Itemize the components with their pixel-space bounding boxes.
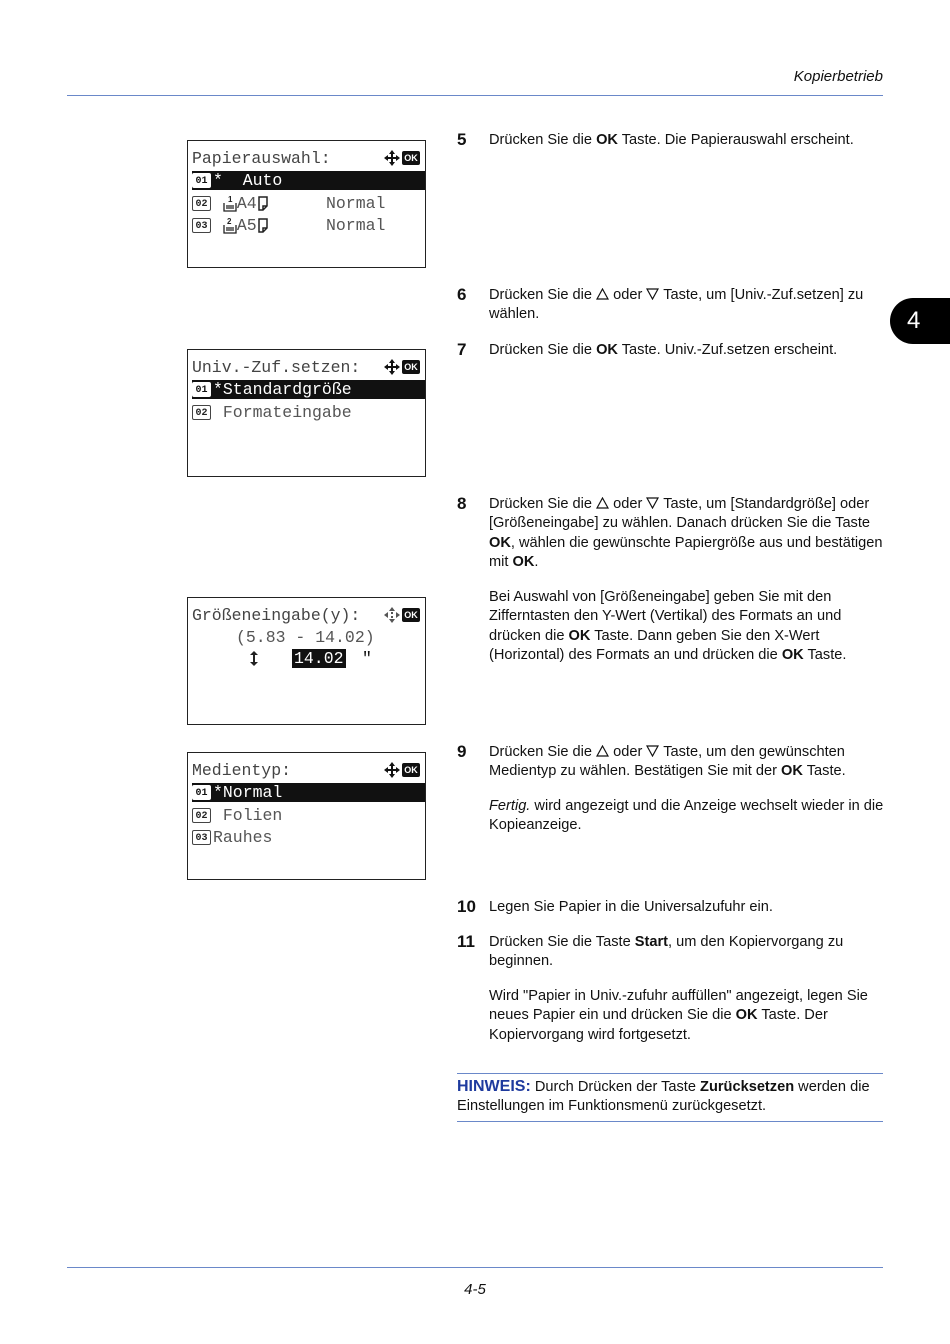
tray-2-icon: [223, 217, 237, 234]
ok-navigation-icon: [383, 761, 421, 779]
step-9-detail: Fertig. wird angezeigt und die Anzeige wechselt wieder in die Kopieanzeige.: [489, 798, 884, 834]
list-item: [192, 806, 425, 825]
chapter-tab: 4: [890, 298, 950, 344]
up-triangle-icon: [596, 745, 609, 757]
vertical-arrow-icon: [248, 650, 260, 667]
step-number: 5: [457, 130, 467, 149]
ok-badge: OK: [402, 151, 420, 165]
step-number: 8: [457, 494, 467, 513]
step-text: Drücken Sie die oder Taste, um [Standardgröße] oder [Größeneingabe] zu wählen. Danach drücken Sie die Taste OK, wählen die gewünschte Papiergröße aus und bestätigen mit OK.: [489, 496, 883, 570]
footer-rule: [67, 1267, 883, 1268]
ok-badge: OK: [402, 608, 420, 622]
lcd-media-type: [187, 752, 426, 880]
ok-navigation-icon: [383, 149, 421, 167]
item-label: Rauhes: [213, 828, 273, 847]
step-number: 6: [457, 285, 467, 304]
item-number: 01: [192, 785, 211, 800]
ok-badge: OK: [402, 763, 420, 777]
step-text: Drücken Sie die Taste Start, um den Kopiervorgang zu beginnen.: [489, 934, 844, 970]
lcd-bypass-setting: [187, 349, 426, 477]
paper-type: Normal: [326, 216, 386, 235]
note-label: HINWEIS:: [457, 1078, 531, 1095]
portrait-page-icon: [257, 196, 269, 211]
step-text: Drücken Sie die oder Taste, um den gewünschten Medientyp zu wählen. Bestätigen Sie mit der OK Taste.: [489, 744, 846, 780]
portrait-page-icon: [257, 218, 269, 233]
paper-size: A5: [236, 216, 257, 235]
step-number: 9: [457, 742, 467, 761]
item-number: 02: [192, 196, 211, 211]
note-rule-top: [457, 1073, 883, 1074]
step-number: 11: [457, 932, 475, 951]
list-item-selected: [192, 171, 425, 190]
lcd-title: Univ.-Zuf.setzen:: [192, 358, 361, 377]
up-triangle-icon: [596, 497, 609, 509]
lcd-title: Größeneingabe(y):: [192, 606, 361, 625]
down-triangle-icon: [646, 497, 659, 509]
cross-arrows-icon: [383, 761, 401, 779]
up-triangle-icon: [596, 288, 609, 300]
list-item-selected: [192, 380, 425, 399]
list-item-selected: [192, 783, 425, 802]
note-box: HINWEIS: Durch Drücken der Taste Zurücksetzen werden die Einstellungen im Funktionsmenü zurückgesetzt.: [457, 1078, 870, 1115]
cross-arrows-dotted-icon: [383, 606, 401, 624]
svg-text:2: 2: [226, 217, 232, 227]
step-number: 7: [457, 340, 467, 359]
down-triangle-icon: [646, 745, 659, 757]
step-text: Legen Sie Papier in die Universalzufuhr ein.: [489, 899, 773, 915]
lcd-title: Medientyp:: [192, 761, 292, 780]
lcd-size-entry: [187, 597, 426, 725]
step-number: 10: [457, 897, 476, 916]
value-range: (5.83 - 14.02): [236, 628, 375, 647]
item-number: 01: [192, 382, 211, 397]
ok-navigation-icon: [383, 606, 421, 624]
ok-navigation-icon: [383, 358, 421, 376]
down-triangle-icon: [646, 288, 659, 300]
step-text: Drücken Sie die OK Taste. Die Papierauswahl erscheint.: [489, 132, 854, 148]
step-text: Drücken Sie die OK Taste. Univ.-Zuf.setzen erscheint.: [489, 342, 838, 358]
step-11-detail: Wird "Papier in Univ.-zufuhr auffüllen" angezeigt, legen Sie neues Papier ein und drücken Sie die OK Taste. Der Kopiervorgang wird fortgesetzt.: [489, 988, 868, 1043]
running-header: Kopierbetrieb: [793, 68, 883, 85]
tray-1-icon: [223, 195, 237, 212]
header-rule: [67, 95, 883, 96]
item-number: 02: [192, 405, 211, 420]
step-text: Drücken Sie die oder Taste, um [Univ.-Zuf.setzen] zu wählen.: [489, 287, 864, 323]
list-item: [192, 828, 425, 847]
svg-text:1: 1: [227, 195, 233, 205]
item-label: Folien: [213, 806, 283, 825]
item-label: *Standardgröße: [213, 380, 352, 399]
list-item: [192, 194, 425, 213]
item-number: 02: [192, 808, 211, 823]
step-8-detail: Bei Auswahl von [Größeneingabe] geben Sie mit den Zifferntasten den Y-Wert (Vertikal) des Formats an und drücken die OK Taste. Dann geben Sie den X-Wert (Horizontal) des Formats an und drücken die OK Taste.: [489, 589, 847, 663]
value-row: [248, 649, 425, 668]
item-label: * Auto: [213, 171, 283, 190]
list-item: [192, 403, 425, 422]
note-rule-bottom: [457, 1121, 883, 1122]
lcd-paper-selection: [187, 140, 426, 268]
paper-type: Normal: [326, 194, 386, 213]
cross-arrows-icon: [383, 149, 401, 167]
entered-value: 14.02: [294, 649, 344, 668]
unit-inch: ": [362, 649, 372, 668]
item-label: Formateingabe: [213, 403, 352, 422]
item-number: 03: [192, 218, 211, 233]
cross-arrows-icon: [383, 358, 401, 376]
list-item: [192, 216, 425, 235]
lcd-title: Papierauswahl:: [192, 149, 331, 168]
item-label: *Normal: [213, 783, 283, 802]
page-number: 4-5: [464, 1281, 486, 1298]
ok-badge: OK: [402, 360, 420, 374]
paper-size: A4: [236, 194, 257, 213]
item-number: 03: [192, 830, 211, 845]
item-number: 01: [192, 173, 211, 188]
